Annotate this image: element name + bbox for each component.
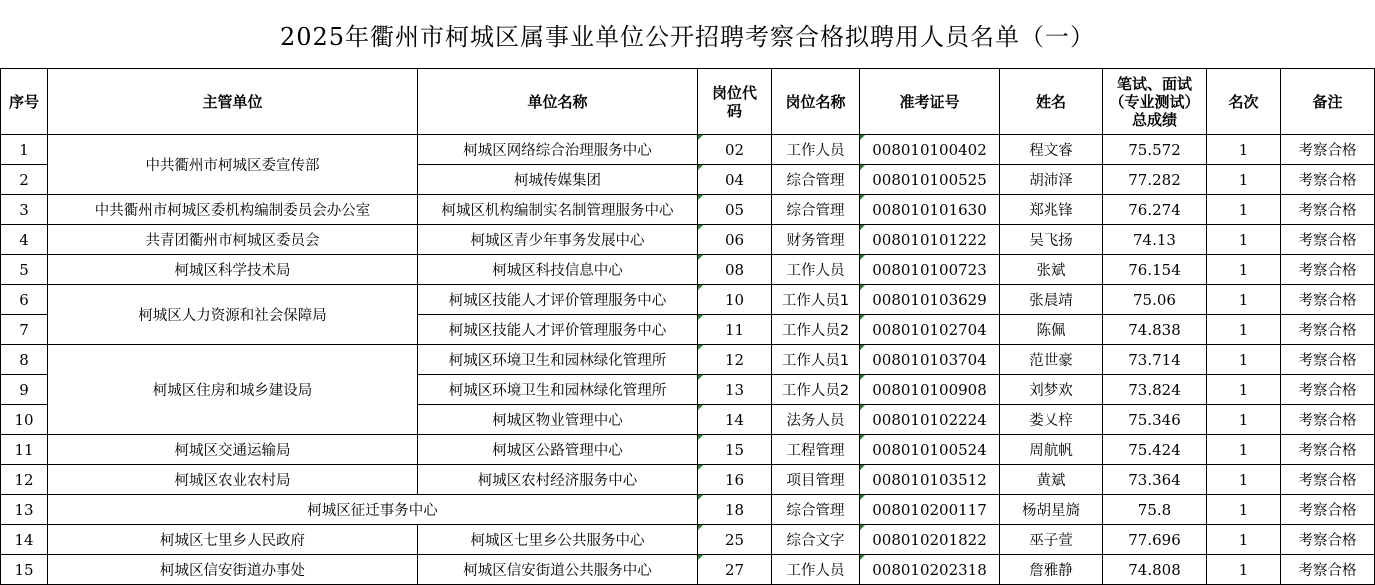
cell-post-code: 04 [698,165,772,195]
cell-score: 73.824 [1103,375,1207,405]
cell-unit: 柯城区网络综合治理服务中心 [418,135,698,165]
cell-unit: 柯城区环境卫生和园林绿化管理所 [418,345,698,375]
cell-score: 77.696 [1103,525,1207,555]
cell-exam-no: 008010100524 [860,435,1000,465]
cell-exam-no: 008010202318 [860,555,1000,585]
cell-rank: 1 [1207,375,1281,405]
cell-exam-no: 008010101630 [860,195,1000,225]
cell-dept: 柯城区交通运输局 [48,435,418,465]
cell-rank: 1 [1207,435,1281,465]
cell-exam-no: 008010100402 [860,135,1000,165]
cell-post-code: 15 [698,435,772,465]
cell-unit: 柯城传媒集团 [418,165,698,195]
cell-name: 杨胡星旖 [1000,495,1103,525]
header-exam-no: 准考证号 [860,69,1000,135]
cell-rank: 1 [1207,165,1281,195]
cell-score: 73.364 [1103,465,1207,495]
cell-note: 考察合格 [1281,345,1375,375]
cell-score: 75.424 [1103,435,1207,465]
cell-post-name: 工作人员1 [772,345,860,375]
header-post-name: 岗位名称 [772,69,860,135]
cell-unit: 柯城区信安街道公共服务中心 [418,555,698,585]
cell-name: 张晨靖 [1000,285,1103,315]
cell-name: 陈佩 [1000,315,1103,345]
cell-dept: 柯城区科学技术局 [48,255,418,285]
cell-score: 76.274 [1103,195,1207,225]
header-note: 备注 [1281,69,1375,135]
cell-note: 考察合格 [1281,255,1375,285]
cell-score: 74.13 [1103,225,1207,255]
cell-unit: 柯城区农村经济服务中心 [418,465,698,495]
cell-note: 考察合格 [1281,495,1375,525]
cell-post-code: 18 [698,495,772,525]
cell-rank: 1 [1207,225,1281,255]
cell-seq: 10 [1,405,48,435]
cell-seq: 14 [1,525,48,555]
cell-seq: 6 [1,285,48,315]
cell-dept-unit-merged: 柯城区征迁事务中心 [48,495,698,525]
cell-note: 考察合格 [1281,375,1375,405]
cell-dept: 柯城区人力资源和社会保障局 [48,285,418,345]
cell-post-code: 10 [698,285,772,315]
cell-name: 刘梦欢 [1000,375,1103,405]
cell-note: 考察合格 [1281,405,1375,435]
cell-score: 75.346 [1103,405,1207,435]
cell-dept: 柯城区七里乡人民政府 [48,525,418,555]
page-title: 2025年衢州市柯城区属事业单位公开招聘考察合格拟聘用人员名单（一） [279,22,1096,51]
cell-post-code: 02 [698,135,772,165]
cell-dept: 中共衢州市柯城区委机构编制委员会办公室 [48,195,418,225]
cell-score: 77.282 [1103,165,1207,195]
cell-name: 郑兆锋 [1000,195,1103,225]
table-row [1,135,1375,165]
cell-seq: 11 [1,435,48,465]
cell-note: 考察合格 [1281,465,1375,495]
table-row [1,465,1375,495]
cell-unit: 柯城区公路管理中心 [418,435,698,465]
cell-rank: 1 [1207,345,1281,375]
cell-exam-no: 008010103629 [860,285,1000,315]
cell-seq: 4 [1,225,48,255]
header-name: 姓名 [1000,69,1103,135]
cell-seq: 9 [1,375,48,405]
table-row [1,195,1375,225]
cell-name: 黄斌 [1000,465,1103,495]
cell-note: 考察合格 [1281,285,1375,315]
cell-post-name: 综合管理 [772,195,860,225]
cell-post-code: 06 [698,225,772,255]
cell-score: 75.8 [1103,495,1207,525]
cell-seq: 12 [1,465,48,495]
table-row [1,255,1375,285]
cell-post-name: 工作人员2 [772,315,860,345]
cell-name: 张斌 [1000,255,1103,285]
header-score: 笔试、面试（专业测试）总成绩 [1103,69,1207,135]
cell-score: 75.06 [1103,285,1207,315]
table-row [1,285,1375,315]
cell-unit: 柯城区七里乡公共服务中心 [418,525,698,555]
cell-rank: 1 [1207,555,1281,585]
cell-name: 周航帆 [1000,435,1103,465]
cell-score: 76.154 [1103,255,1207,285]
cell-rank: 1 [1207,315,1281,345]
cell-post-code: 08 [698,255,772,285]
table-row [1,435,1375,465]
cell-unit: 柯城区技能人才评价管理服务中心 [418,315,698,345]
cell-unit: 柯城区科技信息中心 [418,255,698,285]
header-row [1,69,1375,135]
table-row [1,495,1375,525]
cell-score: 73.714 [1103,345,1207,375]
cell-score: 74.808 [1103,555,1207,585]
cell-exam-no: 008010100723 [860,255,1000,285]
cell-rank: 1 [1207,465,1281,495]
cell-rank: 1 [1207,195,1281,225]
cell-exam-no: 008010102704 [860,315,1000,345]
cell-post-name: 工作人员1 [772,285,860,315]
cell-seq: 5 [1,255,48,285]
cell-unit: 柯城区青少年事务发展中心 [418,225,698,255]
cell-seq: 8 [1,345,48,375]
cell-post-name: 工作人员2 [772,375,860,405]
cell-name: 巫子萱 [1000,525,1103,555]
cell-score: 75.572 [1103,135,1207,165]
cell-seq: 7 [1,315,48,345]
table-row [1,225,1375,255]
cell-dept: 柯城区信安街道办事处 [48,555,418,585]
cell-rank: 1 [1207,135,1281,165]
cell-exam-no: 008010201822 [860,525,1000,555]
cell-post-code: 11 [698,315,772,345]
cell-post-name: 工作人员 [772,135,860,165]
cell-post-code: 27 [698,555,772,585]
cell-seq: 2 [1,165,48,195]
header-seq: 序号 [1,69,48,135]
cell-exam-no: 008010103704 [860,345,1000,375]
cell-rank: 1 [1207,525,1281,555]
cell-exam-no: 008010102224 [860,405,1000,435]
cell-seq: 3 [1,195,48,225]
cell-rank: 1 [1207,405,1281,435]
cell-seq: 13 [1,495,48,525]
cell-exam-no: 008010101222 [860,225,1000,255]
cell-post-name: 项目管理 [772,465,860,495]
cell-post-name: 财务管理 [772,225,860,255]
cell-exam-no: 008010100908 [860,375,1000,405]
cell-name: 詹雅静 [1000,555,1103,585]
cell-post-name: 工程管理 [772,435,860,465]
cell-post-name: 综合文字 [772,525,860,555]
cell-note: 考察合格 [1281,225,1375,255]
cell-unit: 柯城区技能人才评价管理服务中心 [418,285,698,315]
cell-rank: 1 [1207,495,1281,525]
cell-post-name: 综合管理 [772,495,860,525]
cell-post-name: 法务人员 [772,405,860,435]
table-row [1,525,1375,555]
cell-score: 74.838 [1103,315,1207,345]
cell-unit: 柯城区物业管理中心 [418,405,698,435]
header-rank: 名次 [1207,69,1281,135]
cell-note: 考察合格 [1281,555,1375,585]
cell-post-code: 16 [698,465,772,495]
cell-dept: 柯城区农业农村局 [48,465,418,495]
cell-name: 胡沛泽 [1000,165,1103,195]
cell-note: 考察合格 [1281,525,1375,555]
cell-post-code: 05 [698,195,772,225]
cell-post-code: 14 [698,405,772,435]
cell-post-name: 工作人员 [772,555,860,585]
cell-note: 考察合格 [1281,315,1375,345]
cell-note: 考察合格 [1281,195,1375,225]
cell-name: 范世豪 [1000,345,1103,375]
cell-dept: 柯城区住房和城乡建设局 [48,345,418,435]
table-row [1,345,1375,375]
header-dept: 主管单位 [48,69,418,135]
cell-exam-no: 008010100525 [860,165,1000,195]
cell-dept: 中共衢州市柯城区委宣传部 [48,135,418,195]
cell-name: 娄乂梓 [1000,405,1103,435]
cell-name: 吴飞扬 [1000,225,1103,255]
header-post-code: 岗位代码 [698,69,772,135]
cell-rank: 1 [1207,255,1281,285]
cell-seq: 1 [1,135,48,165]
cell-post-code: 25 [698,525,772,555]
cell-seq: 15 [1,555,48,585]
table-row [1,555,1375,585]
cell-unit: 柯城区机构编制实名制管理服务中心 [418,195,698,225]
cell-rank: 1 [1207,285,1281,315]
cell-exam-no: 008010200117 [860,495,1000,525]
cell-post-code: 12 [698,345,772,375]
cell-post-name: 工作人员 [772,255,860,285]
header-unit: 单位名称 [418,69,698,135]
cell-dept: 共青团衢州市柯城区委员会 [48,225,418,255]
cell-name: 程文睿 [1000,135,1103,165]
cell-unit: 柯城区环境卫生和园林绿化管理所 [418,375,698,405]
hiring-table [0,68,1375,585]
cell-exam-no: 008010103512 [860,465,1000,495]
cell-note: 考察合格 [1281,435,1375,465]
cell-post-code: 13 [698,375,772,405]
cell-post-name: 综合管理 [772,165,860,195]
cell-note: 考察合格 [1281,135,1375,165]
cell-note: 考察合格 [1281,165,1375,195]
